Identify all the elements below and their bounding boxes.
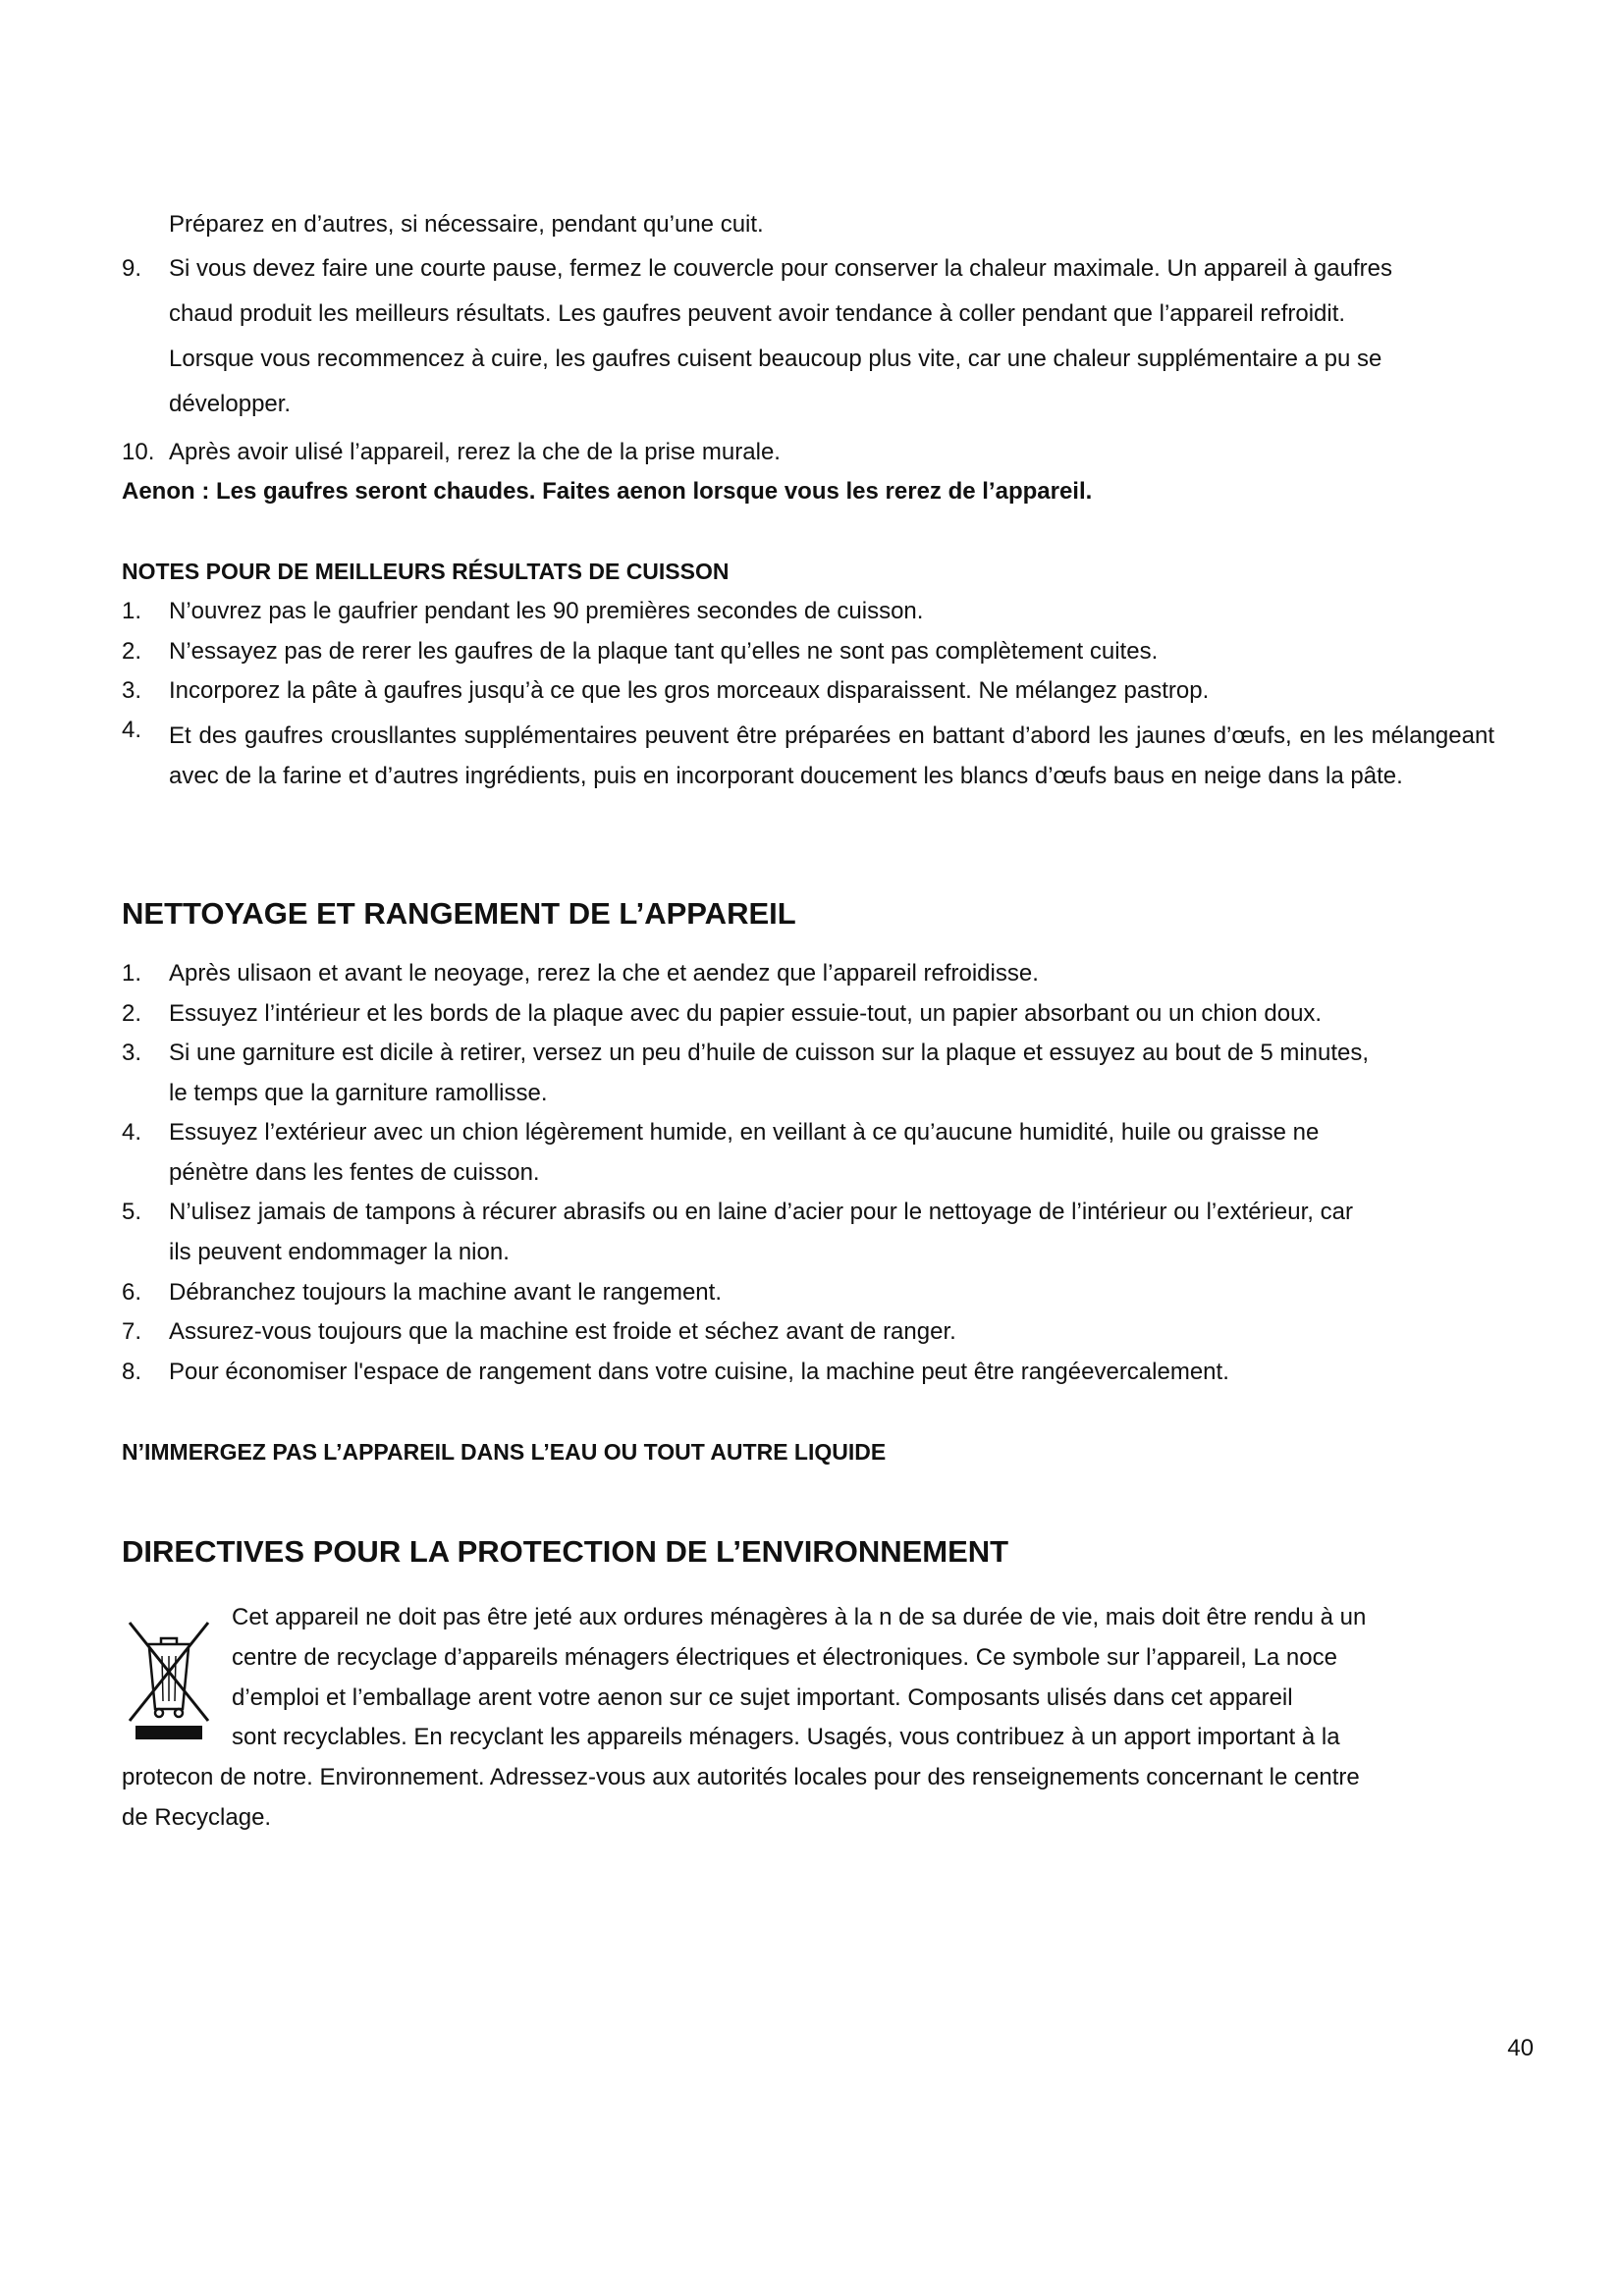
env-line: protecon de notre. Environnement. Adressez-vous aux autorités locales pour des renseignements concernant le centre: [122, 1764, 1360, 1790]
note-text: N’ouvrez pas le gaufrier pendant les 90 premières secondes de cuisson.: [169, 598, 924, 624]
env-line: d’emploi et l’emballage arent votre aenon sur ce sujet important. Composants ulisés dans cet appareil: [232, 1684, 1293, 1711]
cleaning-number: 1.: [122, 960, 142, 987]
cleaning-number: 8.: [122, 1359, 142, 1385]
note-number: 1.: [122, 598, 142, 624]
note-number: 4.: [122, 717, 142, 743]
note-text: N’essayez pas de rerer les gaufres de la plaque tant qu’elles ne sont pas complètement cuites.: [169, 638, 1159, 665]
cleaning-line: ils peuvent endommager la nion.: [169, 1239, 510, 1265]
attention-note: Aenon : Les gaufres seront chaudes. Faites aenon lorsque vous les rerez de l’appareil.: [122, 478, 1093, 505]
cleaning-line: Si une garniture est dicile à retirer, versez un peu d’huile de cuisson sur la plaque et essuyez au bout de 5 minutes,: [169, 1040, 1370, 1066]
cleaning-number: 6.: [122, 1279, 142, 1306]
env-line: Cet appareil ne doit pas être jeté aux ordures ménagères à la n de sa durée de vie, mais doit être rendu à un: [232, 1604, 1367, 1630]
cleaning-title: NETTOYAGE ET RANGEMENT DE L’APPAREIL: [122, 896, 796, 931]
cleaning-line: Après ulisaon et avant le neoyage, rerez la che et aendez que l’appareil refroidisse.: [169, 960, 1039, 987]
note-text: Et des gaufres crousllantes supplémentaires peuvent être préparées en battant d’abord les jaunes d’œufs, en les mélangeant avec de la farine et d’autres ingrédients, puis en incorporant doucement les blancs d’œufs baus en neige dans la pâte.: [169, 722, 1494, 789]
note-number: 3.: [122, 677, 142, 704]
env-line: de Recyclage.: [122, 1804, 272, 1831]
note-number: 2.: [122, 638, 142, 665]
cleaning-line: Assurez-vous toujours que la machine est froide et séchez avant de ranger.: [169, 1318, 956, 1345]
step-line: développer.: [169, 391, 292, 417]
step-number: 10.: [122, 439, 155, 465]
intro-line: Préparez en d’autres, si nécessaire, pendant qu’une cuit.: [169, 211, 764, 238]
cleaning-line: le temps que la garniture ramollisse.: [169, 1080, 548, 1106]
cleaning-line: Essuyez l’intérieur et les bords de la plaque avec du papier essuie-tout, un papier absorbant ou un chion doux.: [169, 1000, 1323, 1027]
weee-crossed-bin-icon: [122, 1615, 216, 1742]
cleaning-line: pénètre dans les fentes de cuisson.: [169, 1159, 540, 1186]
environment-title: DIRECTIVES POUR LA PROTECTION DE L’ENVIRONNEMENT: [122, 1534, 1009, 1569]
step-line: Si vous devez faire une courte pause, fermez le couvercle pour conserver la chaleur maximale. Un appareil à gaufres: [169, 255, 1392, 282]
cleaning-number: 2.: [122, 1000, 142, 1027]
cleaning-number: 5.: [122, 1199, 142, 1225]
env-line: sont recyclables. En recyclant les appareils ménagers. Usagés, vous contribuez à un apport important à la: [232, 1724, 1340, 1750]
step-line: chaud produit les meilleurs résultats. Les gaufres peuvent avoir tendance à coller pendant que l’appareil refroidit.: [169, 300, 1346, 327]
cleaning-line: N’ulisez jamais de tampons à récurer abrasifs ou en laine d’acier pour le nettoyage de l’intérieur ou l’extérieur, car: [169, 1199, 1353, 1225]
cleaning-line: Débranchez toujours la machine avant le rangement.: [169, 1279, 722, 1306]
env-line: centre de recyclage d’appareils ménagers électriques et électroniques. Ce symbole sur l’appareil, La noce: [232, 1644, 1337, 1671]
step-number: 9.: [122, 255, 142, 282]
cleaning-number: 4.: [122, 1119, 142, 1146]
page-number: 40: [1507, 2035, 1534, 2061]
step-line: Lorsque vous recommencez à cuire, les gaufres cuisent beaucoup plus vite, car une chaleur supplémentaire a pu se: [169, 346, 1382, 372]
notes-title: NOTES POUR DE MEILLEURS RÉSULTATS DE CUISSON: [122, 559, 730, 584]
step-line: Après avoir ulisé l’appareil, rerez la che de la prise murale.: [169, 439, 781, 465]
cleaning-number: 7.: [122, 1318, 142, 1345]
immersion-warning: N’IMMERGEZ PAS L’APPAREIL DANS L’EAU OU TOUT AUTRE LIQUIDE: [122, 1439, 887, 1465]
note-text: Incorporez la pâte à gaufres jusqu’à ce que les gros morceaux disparaissent. Ne mélangez pastrop.: [169, 677, 1210, 704]
cleaning-line: Essuyez l’extérieur avec un chion légèrement humide, en veillant à ce qu’aucune humidité, huile ou graisse ne: [169, 1119, 1320, 1146]
cleaning-number: 3.: [122, 1040, 142, 1066]
cleaning-line: Pour économiser l'espace de rangement dans votre cuisine, la machine peut être rangéevercalement.: [169, 1359, 1229, 1385]
